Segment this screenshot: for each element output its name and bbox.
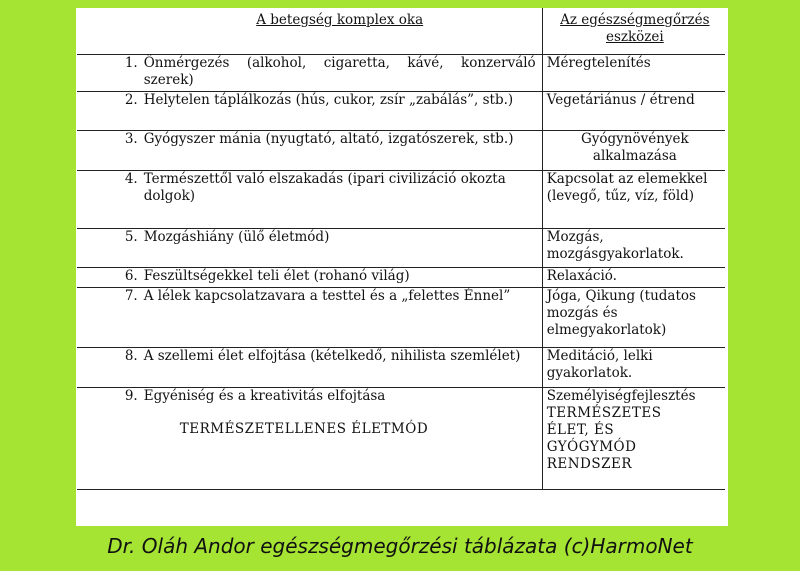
row-remedy-cell: [542, 388, 725, 490]
row-number: 8.: [124, 348, 138, 364]
table-paper: [76, 8, 728, 526]
row-cause: A szellemi élet elfojtása (kételkedő, nihilista szemlélet): [143, 348, 521, 364]
row-remedy: Kapcsolat az elemekkel (levegő, tűz, víz, föld): [542, 171, 725, 229]
row-cause: A lélek kapcsolatzavara a testtel és a „felettes Énnel”: [143, 288, 511, 304]
image-caption: Dr. Oláh Andor egészségmegőrzési táblázata (c)HarmoNet: [107, 534, 693, 558]
table-row: [77, 348, 725, 388]
row-number: 4.: [124, 171, 138, 187]
header-remedy: Az egészségmegőrzés eszközei: [542, 8, 725, 55]
row-remedy: Gyógynövények alkalmazása: [542, 131, 725, 171]
row-number: 6.: [124, 268, 138, 284]
row-number: 5.: [124, 229, 138, 245]
header-num-cell: [77, 8, 144, 55]
table-row: [77, 229, 725, 268]
row-remedy: Relaxáció.: [542, 268, 725, 288]
row-number: 2.: [124, 92, 138, 108]
table-row: [77, 288, 725, 348]
row-cause: Helytelen táplálkozás (hús, cukor, zsír „zabálás”, stb.): [143, 92, 514, 108]
row-remedy: Méregtelenítés: [542, 55, 725, 92]
health-table: [77, 8, 725, 490]
row-number: 7.: [124, 288, 138, 304]
row-remedy: Jóga, Qikung (tudatos mozgás és elmegyakorlatok): [542, 288, 725, 348]
row-remedy: Meditáció, lelki gyakorlatok.: [542, 348, 725, 388]
row-cause-cell: [144, 388, 542, 490]
row-remedy: Vegetáriánus / étrend: [542, 92, 725, 131]
row-remedy: Mozgás, mozgásgyakorlatok.: [542, 229, 725, 268]
table-row: [77, 55, 725, 92]
row-cause: Önmérgezés (alkohol, cigaretta, kávé, konzerváló szerek): [143, 55, 536, 88]
header-cause: A betegség komplex oka: [256, 12, 424, 28]
table-row: [77, 131, 725, 171]
row-number: 9.: [124, 388, 138, 404]
row-cause: Természettől való elszakadás (ipari civilizáció okozta dolgok): [143, 171, 506, 204]
row-remedy: Személyiségfejlesztés: [546, 388, 696, 404]
table-row: [77, 388, 725, 490]
row-cause: Egyéniség és a kreativitás elfojtása: [143, 388, 386, 404]
natural-lifestyle-label: TERMÉSZETES ÉLET, ÉS GYÓGYMÓD RENDSZER: [546, 405, 662, 472]
table-row: [77, 268, 725, 288]
row-cause: Feszültségekkel teli élet (rohanó világ): [143, 268, 410, 284]
row-number: 3.: [124, 131, 138, 147]
table-row: [77, 92, 725, 131]
row-number: 1.: [124, 55, 138, 71]
row-cause: Mozgáshiány (ülő életmód): [143, 229, 330, 245]
unnatural-lifestyle-label: TERMÉSZETELLENES ÉLETMÓD: [179, 421, 429, 437]
row-cause: Gyógyszer mánia (nyugtató, altató, izgatószerek, stb.): [143, 131, 514, 147]
table-header-row: [77, 8, 725, 55]
table-row: [77, 171, 725, 229]
